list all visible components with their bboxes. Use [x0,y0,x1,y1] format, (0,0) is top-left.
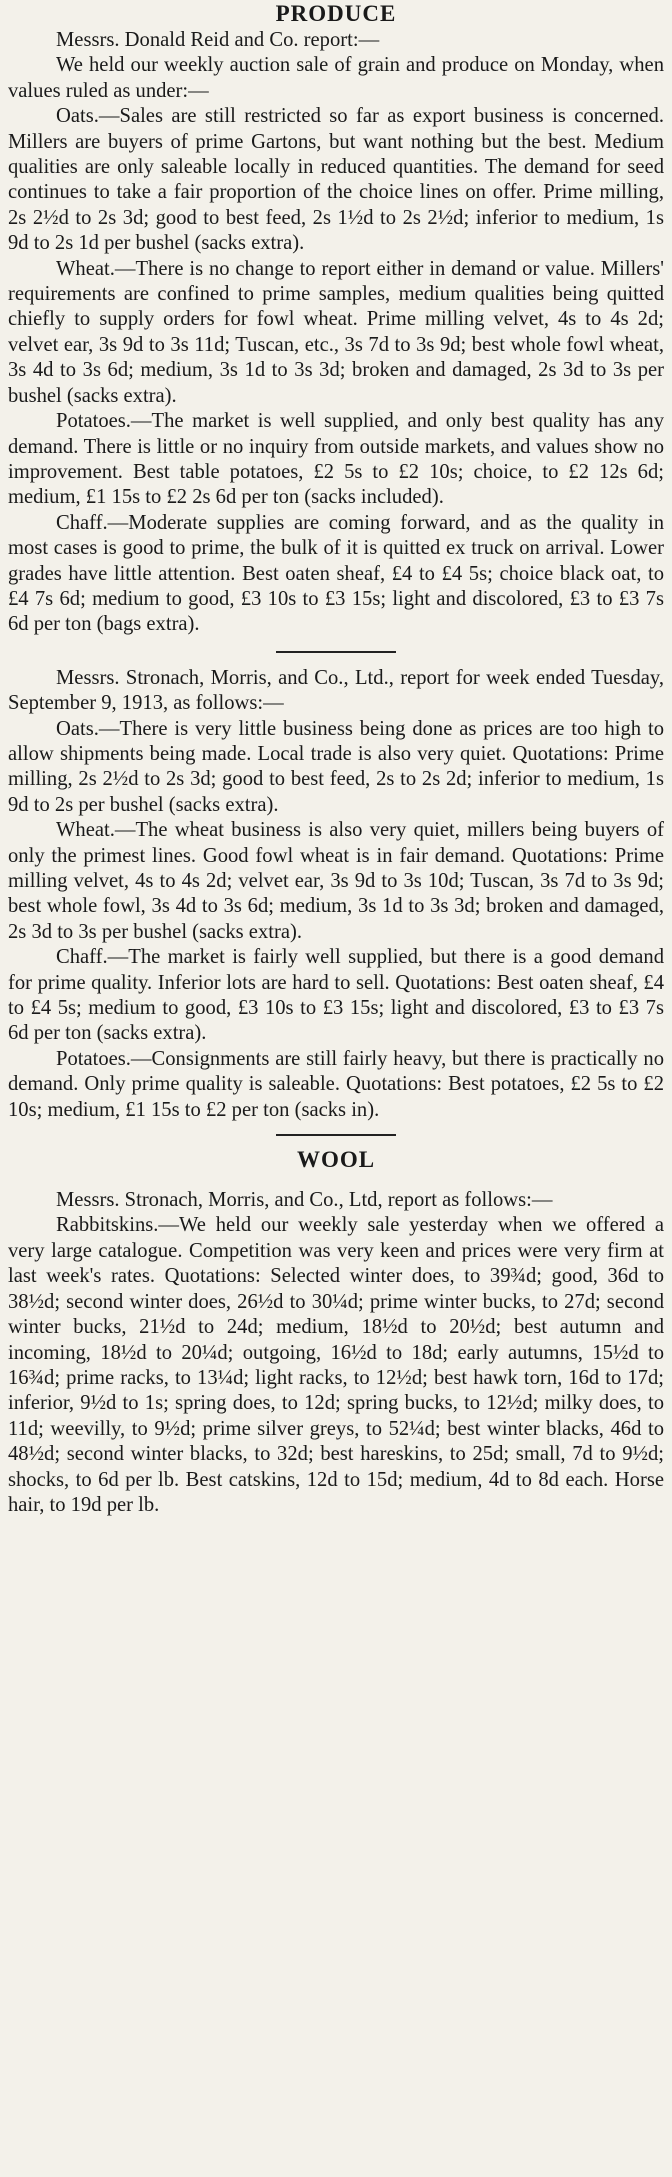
oats-paragraph: Oats.—There is very little business being done as prices are too high to allow shipments being made. Local trade is also very quiet. Quotations: Prime milling, 2s 2½d to 2s 3d; good to best feed, 2s to 2s 2d; inferior to medium, 1s 9d to 2s per bushel (sacks extra). [8,717,664,816]
section-heading-produce: PRODUCE [275,1,397,26]
report-intro: Messrs. Stronach, Morris, and Co., Ltd, report as follows:— [56,1189,553,1212]
report-intro: Messrs. Stronach, Morris, and Co., Ltd., report for week ended Tuesday, September 9, 1913, as follows:— [8,666,664,715]
oats-paragraph: Oats.—Sales are still restricted so far as export business is concerned. Millers are buyers of prime Gartons, but want nothing but the best. Medium qualities are only saleable locally in reduced quantities. The demand for seed continues to take a fair proportion of the choice lines on offer. Prime milling, 2s 2½d to 2s 3d; good to best feed, 2s 1½d to 2s 2½d; inferior to medium, 1s 9d to 2s 1d per bushel (sacks extra). [8,105,664,255]
wheat-paragraph: Wheat.—The wheat business is also very quiet, millers being buyers of only the primest lines. Good fowl wheat is in fair demand. Quotations: Prime milling velvet, 4s to 4s 2d; velvet ear, 3s 9d to 3s 10d; Tuscan, 3s 7d to 3s 9d; best whole fowl, 3s 4d to 3s 6d; medium, 3s 1d to 3s 3d; broken and damaged, 2s 3d to 3s per bushel (sacks extra). [8,819,664,943]
section-divider [276,651,396,653]
wheat-paragraph: Wheat.—There is no change to report either in demand or value. Millers' requirements are confined to prime samples, medium qualities being quitted chiefly to supply orders for fowl wheat. Prime milling velvet, 4s to 4s 2d; velvet ear, 3s 9d to 3s 11d; Tuscan, etc., 3s 7d to 3s 9d; best whole fowl wheat, 3s 4d to 3s 6d; medium, 3s 1d to 3s 3d; broken and damaged, 2s 3d to 3s per bushel (sacks extra). [8,257,664,407]
report-stronach-morris-wool [8,1188,664,1518]
report-donald-reid [8,28,664,638]
section-divider [276,1134,396,1136]
chaff-paragraph: Chaff.—Moderate supplies are coming forward, and as the quality in most cases is good to prime, the bulk of it is quitted ex truck on arrival. Lower grades have little attention. Best oaten sheaf, £4 to £4 5s; choice black oat, to £4 7s 6d; medium to good, £3 10s to £3 15s; light and discolored, £3 to £3 7s 6d per ton (bags extra). [8,511,664,636]
potatoes-paragraph: Potatoes.—Consignments are still fairly heavy, but there is practically no demand. Only prime quality is saleable. Quotations: Best potatoes, £2 5s to £2 10s; medium, £1 15s to £2 per ton (sacks in). [8,1047,664,1121]
produce-section [8,0,664,1123]
report-stronach-morris-produce [8,666,664,1123]
wool-section [8,1146,664,1518]
chaff-paragraph: Chaff.—The market is fairly well supplied, but there is a good demand for prime quality. Inferior lots are hard to sell. Quotations: Best oaten sheaf, £4 to £4 5s; medium to good, £3 10s to £3 15s; light and discolored, £3 to £3 7s 6d per ton (sacks extra). [8,946,664,1045]
report-paragraph: We held our weekly auction sale of grain and produce on Monday, when values ruled as under:— [8,54,664,102]
section-heading-wool: WOOL [296,1147,376,1173]
rabbitskins-paragraph: Rabbitskins.—We held our weekly sale yesterday when we offered a very large catalogue. Competition was very keen and prices were very firm at last week's rates. Quotations: Selected winter does, to 39¾d; good, 36d to 38½d; second winter does, 26½d to 30¼d; prime winter bucks, to 27d; second winter bucks, 21½d to 24d; medium, 18½d to 20½d; best autumn and incoming, 18½d to 20¼d; outgoing, 16½d to 18d; early autumns, 15½d to 16¾d; prime racks, to 13¼d; light racks, to 12½d; best hawk torn, 16d to 17d; inferior, 9½d to 1s; spring does, to 12d; spring bucks, to 12½d; milky does, to 11d; weevilly, to 9½d; prime silver greys, to 52¼d; best winter blacks, 46d to 48½d; second winter blacks, to 32d; best hareskins, to 25d; small, 7d to 9½d; shocks, to 6d per lb. Best catskins, 12d to 15d; medium, 4d to 8d each. Horse hair, to 19d per lb. [8,1214,664,1516]
report-intro: Messrs. Donald Reid and Co. report:— [56,29,380,51]
potatoes-paragraph: Potatoes.—The market is well supplied, and only best quality has any demand. There is little or no inquiry from outside markets, and values show no improvement. Best table potatoes, £2 5s to £2 10s; choice, to £2 12s 6d; medium, £1 15s to £2 2s 6d per ton (sacks included). [8,410,664,509]
